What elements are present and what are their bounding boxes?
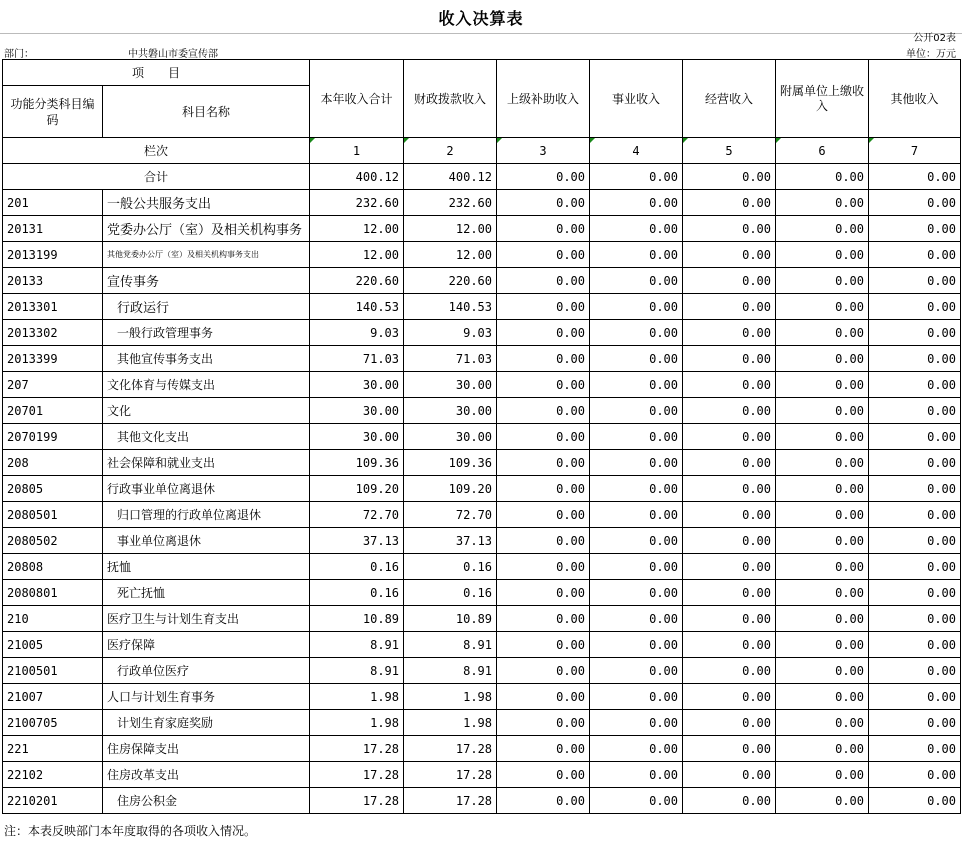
row-code: 2210201 [3, 788, 103, 814]
row-value: 0.00 [497, 190, 590, 216]
form-number: 公开02表 [913, 33, 956, 44]
row-value: 140.53 [404, 294, 497, 320]
row-value: 0.00 [683, 632, 776, 658]
row-value: 0.00 [497, 606, 590, 632]
row-value: 0.00 [776, 736, 869, 762]
table-row [3, 320, 961, 346]
row-value: 109.36 [310, 450, 404, 476]
row-value: 0.00 [497, 632, 590, 658]
row-name: 文化 [103, 398, 310, 424]
row-value: 0.00 [683, 216, 776, 242]
footnote: 注：本表反映部门本年度取得的各项收入情况。 [4, 824, 257, 838]
row-value: 0.16 [404, 580, 497, 606]
row-value: 0.00 [497, 554, 590, 580]
row-value: 0.00 [590, 424, 683, 450]
row-code: 2100501 [3, 658, 103, 684]
row-name: 其他党委办公厅（室）及相关机构事务支出 [103, 242, 310, 268]
row-name: 一般行政管理事务 [103, 320, 310, 346]
row-value: 0.00 [683, 190, 776, 216]
row-name: 住房公积金 [103, 788, 310, 814]
row-value: 0.00 [683, 346, 776, 372]
row-value: 0.00 [683, 502, 776, 528]
row-name: 住房改革支出 [103, 762, 310, 788]
row-value: 0.00 [776, 190, 869, 216]
row-value: 0.00 [869, 450, 961, 476]
row-value: 37.13 [310, 528, 404, 554]
row-value: 0.00 [869, 216, 961, 242]
total-value: 400.12 [404, 164, 497, 190]
table-row [3, 372, 961, 398]
row-value: 0.00 [590, 502, 683, 528]
header-col-2: 财政拨款收入 [404, 60, 497, 138]
row-value: 0.00 [683, 398, 776, 424]
row-value: 0.00 [683, 788, 776, 814]
row-value: 30.00 [310, 398, 404, 424]
row-value: 0.00 [683, 242, 776, 268]
row-code: 20701 [3, 398, 103, 424]
row-code: 2080801 [3, 580, 103, 606]
row-value: 0.00 [497, 710, 590, 736]
header-col-5: 经营收入 [683, 60, 776, 138]
row-name: 医疗卫生与计划生育支出 [103, 606, 310, 632]
row-value: 0.00 [497, 684, 590, 710]
col-index-4: 4 [590, 138, 683, 164]
row-value: 0.00 [869, 398, 961, 424]
col-index-6: 6 [776, 138, 869, 164]
row-value: 0.00 [683, 450, 776, 476]
row-value: 30.00 [404, 398, 497, 424]
table-row [3, 190, 961, 216]
row-value: 109.36 [404, 450, 497, 476]
row-code: 208 [3, 450, 103, 476]
col-index-5: 5 [683, 138, 776, 164]
row-value: 1.98 [404, 710, 497, 736]
row-value: 17.28 [310, 736, 404, 762]
row-value: 0.00 [590, 190, 683, 216]
header-col-1: 本年收入合计 [310, 60, 404, 138]
row-value: 0.00 [497, 528, 590, 554]
row-value: 0.00 [590, 242, 683, 268]
row-code: 2080501 [3, 502, 103, 528]
row-value: 0.16 [404, 554, 497, 580]
row-value: 8.91 [310, 632, 404, 658]
row-code: 2013199 [3, 242, 103, 268]
row-value: 72.70 [404, 502, 497, 528]
row-code: 20131 [3, 216, 103, 242]
table-row [3, 528, 961, 554]
row-value: 30.00 [404, 372, 497, 398]
total-row [3, 164, 961, 190]
row-value: 10.89 [404, 606, 497, 632]
row-value: 8.91 [404, 658, 497, 684]
row-value: 0.00 [497, 736, 590, 762]
row-value: 0.00 [776, 216, 869, 242]
row-value: 0.00 [869, 268, 961, 294]
row-value: 0.00 [776, 320, 869, 346]
row-code: 20808 [3, 554, 103, 580]
row-value: 0.00 [683, 580, 776, 606]
row-value: 0.00 [776, 424, 869, 450]
table-row [3, 554, 961, 580]
row-value: 0.00 [776, 710, 869, 736]
row-value: 0.00 [776, 788, 869, 814]
row-value: 232.60 [310, 190, 404, 216]
row-value: 0.00 [869, 190, 961, 216]
row-value: 0.00 [497, 372, 590, 398]
row-code: 21005 [3, 632, 103, 658]
row-value: 0.00 [776, 658, 869, 684]
income-table [2, 59, 961, 814]
row-value: 0.00 [683, 554, 776, 580]
row-value: 10.89 [310, 606, 404, 632]
row-value: 0.16 [310, 580, 404, 606]
row-value: 71.03 [310, 346, 404, 372]
row-value: 0.00 [869, 242, 961, 268]
row-name: 人口与计划生育事务 [103, 684, 310, 710]
table-row [3, 476, 961, 502]
table-row [3, 632, 961, 658]
row-value: 0.00 [683, 320, 776, 346]
table-row [3, 658, 961, 684]
row-value: 0.00 [869, 632, 961, 658]
row-value: 1.98 [404, 684, 497, 710]
row-value: 0.00 [497, 294, 590, 320]
row-value: 0.00 [683, 476, 776, 502]
table-row [3, 710, 961, 736]
row-value: 0.00 [497, 476, 590, 502]
row-value: 0.00 [497, 216, 590, 242]
row-value: 0.00 [590, 346, 683, 372]
row-value: 71.03 [404, 346, 497, 372]
row-name: 归口管理的行政单位离退休 [103, 502, 310, 528]
row-value: 0.00 [776, 762, 869, 788]
table-row [3, 424, 961, 450]
row-value: 17.28 [310, 762, 404, 788]
row-code: 2013399 [3, 346, 103, 372]
row-name: 其他文化支出 [103, 424, 310, 450]
header-name: 科目名称 [103, 86, 310, 138]
row-value: 30.00 [310, 372, 404, 398]
row-value: 0.00 [590, 736, 683, 762]
row-value: 30.00 [404, 424, 497, 450]
row-value: 37.13 [404, 528, 497, 554]
row-value: 0.00 [683, 294, 776, 320]
row-name: 文化体育与传媒支出 [103, 372, 310, 398]
row-value: 8.91 [404, 632, 497, 658]
row-value: 0.00 [776, 398, 869, 424]
header-col-4: 事业收入 [590, 60, 683, 138]
department-name: 中共磐山市委宣传部 [128, 49, 218, 60]
row-value: 0.00 [869, 320, 961, 346]
table-row [3, 762, 961, 788]
row-value: 0.00 [590, 606, 683, 632]
total-value: 0.00 [590, 164, 683, 190]
row-name: 行政运行 [103, 294, 310, 320]
row-value: 17.28 [404, 736, 497, 762]
row-value: 0.00 [683, 736, 776, 762]
row-value: 0.00 [869, 372, 961, 398]
row-value: 0.00 [497, 424, 590, 450]
row-value: 12.00 [404, 242, 497, 268]
row-value: 17.28 [404, 762, 497, 788]
row-name: 医疗保障 [103, 632, 310, 658]
row-value: 0.00 [590, 580, 683, 606]
row-value: 0.00 [776, 242, 869, 268]
row-value: 0.00 [683, 606, 776, 632]
row-code: 22102 [3, 762, 103, 788]
row-value: 0.00 [590, 710, 683, 736]
table-row [3, 450, 961, 476]
row-value: 0.00 [776, 294, 869, 320]
row-name: 其他宣传事务支出 [103, 346, 310, 372]
row-value: 0.00 [590, 528, 683, 554]
row-value: 9.03 [404, 320, 497, 346]
row-value: 0.00 [869, 684, 961, 710]
row-value: 0.00 [590, 294, 683, 320]
row-value: 0.00 [776, 372, 869, 398]
col-index-1: 1 [310, 138, 404, 164]
row-value: 17.28 [310, 788, 404, 814]
row-name: 宣传事务 [103, 268, 310, 294]
row-value: 0.16 [310, 554, 404, 580]
row-value: 0.00 [869, 294, 961, 320]
title-underline [0, 33, 962, 34]
row-name: 行政单位医疗 [103, 658, 310, 684]
row-value: 0.00 [590, 684, 683, 710]
row-value: 0.00 [683, 710, 776, 736]
row-value: 1.98 [310, 710, 404, 736]
row-value: 232.60 [404, 190, 497, 216]
row-value: 0.00 [590, 788, 683, 814]
row-value: 0.00 [776, 346, 869, 372]
row-value: 0.00 [869, 580, 961, 606]
row-value: 0.00 [497, 502, 590, 528]
table-row [3, 606, 961, 632]
row-value: 0.00 [590, 476, 683, 502]
row-value: 12.00 [310, 216, 404, 242]
row-value: 0.00 [590, 762, 683, 788]
row-value: 1.98 [310, 684, 404, 710]
row-value: 0.00 [869, 554, 961, 580]
row-value: 0.00 [683, 528, 776, 554]
row-value: 0.00 [776, 606, 869, 632]
total-value: 0.00 [683, 164, 776, 190]
row-value: 9.03 [310, 320, 404, 346]
row-name: 行政事业单位离退休 [103, 476, 310, 502]
row-name: 党委办公厅（室）及相关机构事务 [103, 216, 310, 242]
row-value: 0.00 [590, 216, 683, 242]
department-label: 部门： [4, 49, 34, 60]
row-value: 0.00 [869, 710, 961, 736]
row-value: 0.00 [869, 606, 961, 632]
table-row [3, 216, 961, 242]
row-value: 12.00 [310, 242, 404, 268]
row-value: 220.60 [404, 268, 497, 294]
table-row [3, 398, 961, 424]
table-row [3, 788, 961, 814]
row-name: 计划生育家庭奖励 [103, 710, 310, 736]
row-value: 0.00 [776, 632, 869, 658]
row-value: 0.00 [590, 320, 683, 346]
row-name: 抚恤 [103, 554, 310, 580]
row-value: 109.20 [404, 476, 497, 502]
row-value: 0.00 [590, 268, 683, 294]
table-row [3, 580, 961, 606]
row-value: 0.00 [497, 450, 590, 476]
row-value: 30.00 [310, 424, 404, 450]
row-value: 0.00 [869, 658, 961, 684]
table-row [3, 242, 961, 268]
row-value: 0.00 [497, 320, 590, 346]
table-row [3, 346, 961, 372]
row-code: 2070199 [3, 424, 103, 450]
row-value: 140.53 [310, 294, 404, 320]
row-value: 0.00 [497, 762, 590, 788]
total-value: 0.00 [497, 164, 590, 190]
row-code: 207 [3, 372, 103, 398]
row-name: 住房保障支出 [103, 736, 310, 762]
row-value: 0.00 [497, 788, 590, 814]
row-value: 0.00 [590, 632, 683, 658]
row-value: 0.00 [869, 736, 961, 762]
col-index-7: 7 [869, 138, 961, 164]
row-value: 8.91 [310, 658, 404, 684]
col-index-3: 3 [497, 138, 590, 164]
row-value: 0.00 [869, 528, 961, 554]
row-value: 0.00 [776, 554, 869, 580]
header-col-7: 其他收入 [869, 60, 961, 138]
table-row [3, 268, 961, 294]
row-value: 0.00 [683, 684, 776, 710]
row-value: 0.00 [683, 658, 776, 684]
row-value: 0.00 [590, 554, 683, 580]
row-value: 0.00 [869, 762, 961, 788]
row-code: 20805 [3, 476, 103, 502]
row-name: 一般公共服务支出 [103, 190, 310, 216]
row-value: 0.00 [590, 658, 683, 684]
row-value: 0.00 [869, 502, 961, 528]
row-value: 0.00 [590, 372, 683, 398]
row-value: 0.00 [776, 684, 869, 710]
row-value: 0.00 [590, 450, 683, 476]
row-code: 221 [3, 736, 103, 762]
total-value: 0.00 [776, 164, 869, 190]
row-value: 0.00 [776, 450, 869, 476]
row-value: 0.00 [776, 268, 869, 294]
row-name: 社会保障和就业支出 [103, 450, 310, 476]
table-row [3, 736, 961, 762]
row-value: 0.00 [590, 398, 683, 424]
unit-label: 单位：万元 [906, 49, 956, 60]
row-value: 0.00 [497, 242, 590, 268]
row-value: 0.00 [683, 424, 776, 450]
row-value: 12.00 [404, 216, 497, 242]
table-row [3, 684, 961, 710]
row-value: 0.00 [869, 346, 961, 372]
row-value: 0.00 [497, 580, 590, 606]
row-value: 0.00 [776, 476, 869, 502]
report-title: 收入决算表 [438, 9, 524, 28]
row-code: 2080502 [3, 528, 103, 554]
row-value: 0.00 [869, 788, 961, 814]
col-index-2: 2 [404, 138, 497, 164]
row-value: 109.20 [310, 476, 404, 502]
row-code: 20133 [3, 268, 103, 294]
total-value: 400.12 [310, 164, 404, 190]
table-row [3, 502, 961, 528]
row-code: 21007 [3, 684, 103, 710]
row-value: 0.00 [869, 476, 961, 502]
row-value: 0.00 [776, 528, 869, 554]
row-name: 死亡抚恤 [103, 580, 310, 606]
row-value: 0.00 [497, 268, 590, 294]
row-value: 0.00 [683, 372, 776, 398]
table-row [3, 294, 961, 320]
row-value: 72.70 [310, 502, 404, 528]
row-value: 0.00 [497, 398, 590, 424]
row-value: 0.00 [776, 502, 869, 528]
header-col-3: 上级补助收入 [497, 60, 590, 138]
row-code: 201 [3, 190, 103, 216]
header-code: 功能分类科目编码 [3, 86, 103, 138]
row-value: 0.00 [497, 658, 590, 684]
row-value: 0.00 [683, 762, 776, 788]
row-value: 17.28 [404, 788, 497, 814]
row-value: 0.00 [497, 346, 590, 372]
row-code: 2100705 [3, 710, 103, 736]
row-code: 2013301 [3, 294, 103, 320]
row-name: 事业单位离退休 [103, 528, 310, 554]
row-value: 0.00 [683, 268, 776, 294]
row-value: 0.00 [776, 580, 869, 606]
header-item: 项 目 [3, 60, 310, 86]
total-value: 0.00 [869, 164, 961, 190]
header-col-6: 附属单位上缴收入 [776, 60, 869, 138]
row-value: 0.00 [869, 424, 961, 450]
lanci-label: 栏次 [3, 138, 310, 164]
row-code: 210 [3, 606, 103, 632]
row-value: 220.60 [310, 268, 404, 294]
row-code: 2013302 [3, 320, 103, 346]
total-label: 合计 [3, 164, 310, 190]
